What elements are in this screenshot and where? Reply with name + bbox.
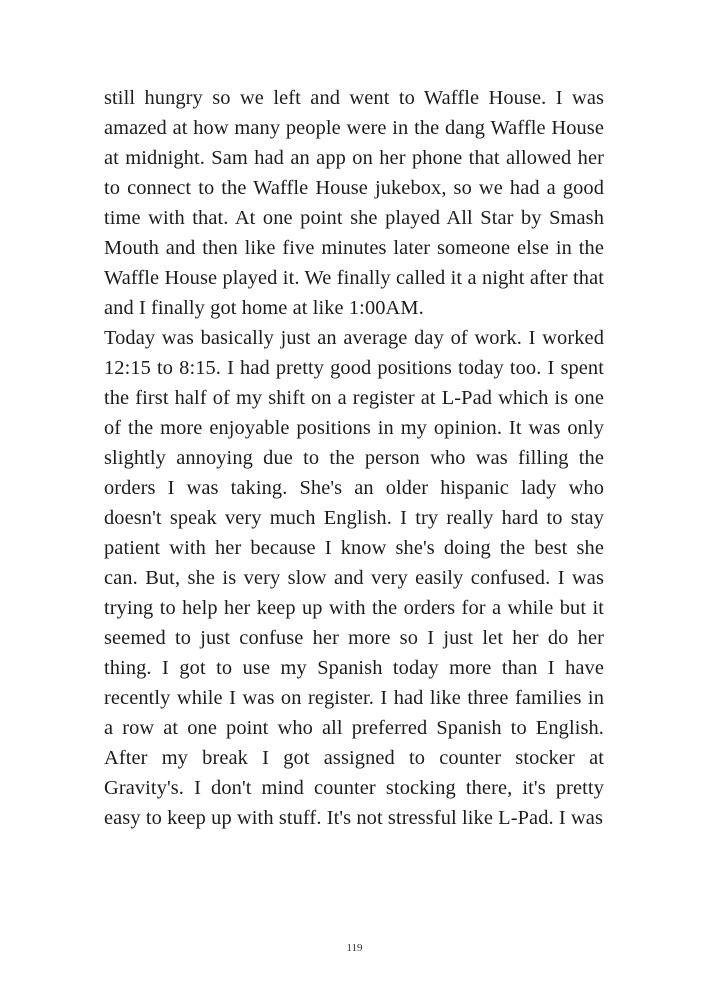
- page-body: [104, 83, 604, 833]
- paragraph-continuation: still hungry so we left and went to Waffle House. I was amazed at how many people were in the dang Waffle House at midnight. Sam had an app on her phone that allowed her to connect to the Waffle House jukebox, so we had a good time with that. At one point she played All Star by Smash Mouth and then like five minutes later someone else in the Waffle House played it. We finally called it a night after that and I finally got home at like 1:00AM.: [104, 87, 604, 319]
- page-number: 119: [346, 942, 363, 954]
- paragraph-today: Today was basically just an average day of work. I worked 12:15 to 8:15. I had pretty good positions today too. I spent the first half of my shift on a register at L-Pad which is one of the more enjoyable positions in my opinion. It was only slightly annoying due to the person who was filling the orders I was taking. She's an older hispanic lady who doesn't speak very much English. I try really hard to stay patient with her because I know she's doing the best she can. But, she is very slow and very easily confused. I was trying to help her keep up with the orders for a while but it seemed to just confuse her more so I just let her do her thing. I got to use my Spanish today more than I have recently while I was on register. I had like three families in a row at one point who all preferred Spanish to English. After my break I got assigned to counter stocker at Gravity's. I don't mind counter stocking there, it's pretty easy to keep up with stuff. It's not stressful like L-Pad. I was: [104, 327, 604, 829]
